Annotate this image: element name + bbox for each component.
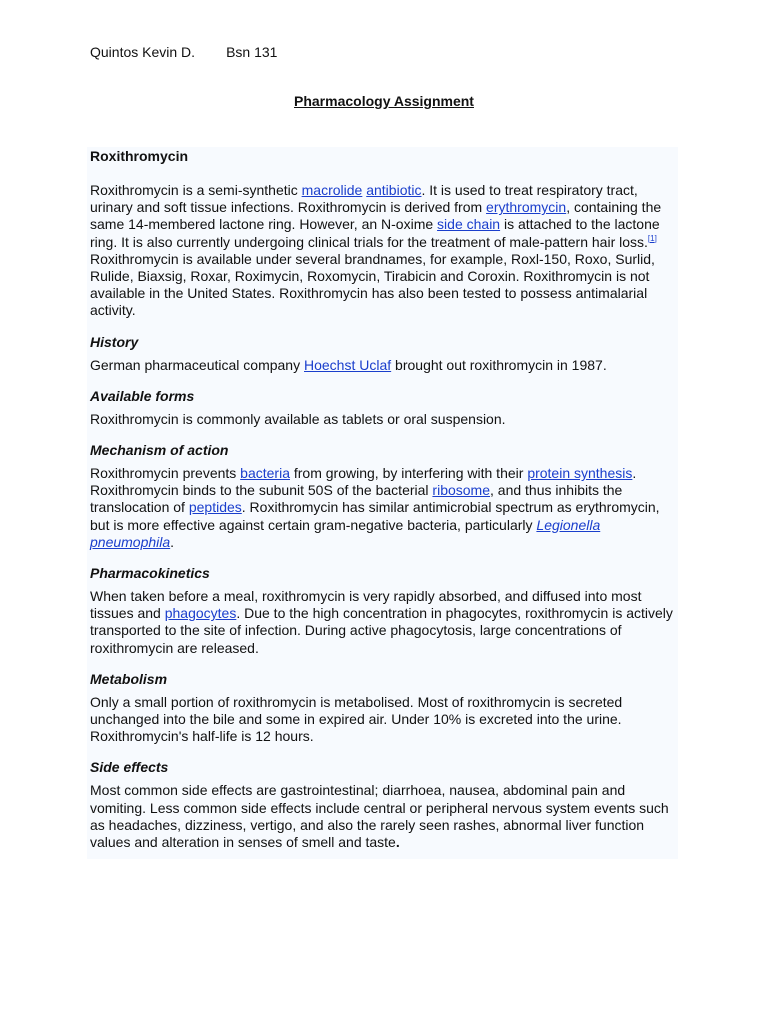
text-span: When taken before a meal, roxithromycin is very rapidly absorbed, and diffused into most tissues and bbox=[90, 588, 642, 622]
brandnames-paragraph: Roxithromycin is available under several brandnames, for example, Roxl-150, Roxo, Surlid, Rulide, Biaxsig, Roxar, Roximycin, Roxomycin, Tirabicin and Coroxin. Roxithromycin is not available in the United States. Roxithromycin has also been tested to possess antimalarial activity. bbox=[90, 250, 655, 319]
author-name: Quintos Kevin D. bbox=[90, 44, 196, 60]
text-span: , and thus inhibits the translocation of bbox=[90, 482, 623, 516]
author-line bbox=[90, 44, 277, 60]
text-span: . Roxithromycin has similar antimicrobial spectrum as erythromycin, but is more effective against certain gram-negative bacteria, particularly bbox=[90, 499, 660, 533]
link-ribosome[interactable]: ribosome bbox=[432, 482, 491, 499]
link-macrolide[interactable]: macrolide bbox=[301, 182, 363, 198]
text-span: Roxithromycin prevents bbox=[90, 465, 241, 482]
link-legionella[interactable]: Legionella pneumophila bbox=[90, 516, 601, 550]
reference-link[interactable]: [1] bbox=[647, 233, 657, 243]
mechanism-heading: Mechanism of action bbox=[90, 442, 229, 459]
text-span: German pharmaceutical company bbox=[90, 356, 304, 373]
pharmacokinetics-paragraph bbox=[90, 588, 675, 657]
link-bacteria[interactable]: bacteria bbox=[240, 465, 290, 482]
link-erythromycin[interactable]: erythromycin bbox=[486, 199, 567, 216]
intro-paragraph bbox=[90, 182, 675, 251]
text-span: . Due to the high concentration in phagocytes, roxithromycin is actively transported to the site of infection. During active phagocytosis, large concentrations of roxithromycin are released. bbox=[90, 605, 673, 656]
drug-title: Roxithromycin bbox=[90, 148, 189, 164]
forms-paragraph: Roxithromycin is commonly available as tablets or oral suspension. bbox=[90, 410, 506, 427]
text-span: . bbox=[395, 834, 400, 851]
history-paragraph bbox=[90, 357, 675, 374]
text-span: Most common side effects are gastrointestinal; diarrhoea, nausea, abdominal pain and vomiting. Less common side effects include central or peripheral nervous system events such as headaches, dizziness, vertigo, and also the rarely seen rashes, abnormal liver function values and alteration in senses of smell and taste bbox=[90, 782, 669, 851]
link-side-chain[interactable]: side chain bbox=[437, 216, 501, 233]
document-title: Pharmacology Assignment bbox=[294, 93, 474, 109]
metabolism-paragraph: Only a small portion of roxithromycin is metabolised. Most of roxithromycin is secreted unchanged into the bile and some in expired air. Under 10% is excreted into the urine. Roxithromycin's half-life is 12 hours. bbox=[90, 693, 623, 745]
pharmacokinetics-heading: Pharmacokinetics bbox=[90, 565, 210, 582]
side-effects-heading: Side effects bbox=[90, 759, 169, 776]
metabolism-heading: Metabolism bbox=[90, 670, 168, 687]
text-span: brought out roxithromycin in 1987. bbox=[391, 356, 607, 373]
text-span: , containing the same 14-membered lactone ring. However, an N-oxime bbox=[90, 199, 662, 233]
text-span: . It is used to treat respiratory tract, urinary and soft tissue infections. Roxithromycin is derived from bbox=[90, 182, 638, 216]
link-hoechst-uclaf[interactable]: Hoechst Uclaf bbox=[304, 356, 392, 373]
article-body bbox=[87, 147, 678, 859]
history-heading: History bbox=[90, 333, 139, 350]
link-antibiotic[interactable]: antibiotic bbox=[366, 182, 422, 198]
link-protein-synthesis[interactable]: protein synthesis bbox=[527, 465, 633, 482]
forms-heading: Available forms bbox=[90, 387, 195, 404]
course-code: Bsn 131 bbox=[226, 44, 278, 60]
text-span: . bbox=[170, 533, 175, 550]
text-span: is attached to the lactone ring. It is also currently undergoing clinical trials for the treatment of male-pattern hair loss. bbox=[90, 216, 660, 250]
text-span: Roxithromycin is a semi-synthetic bbox=[90, 182, 302, 198]
link-phagocytes[interactable]: phagocytes bbox=[164, 605, 237, 622]
text-span: . Roxithromycin binds to the subunit 50S of the bacterial bbox=[90, 465, 637, 499]
link-peptides[interactable]: peptides bbox=[188, 499, 242, 516]
side-effects-paragraph bbox=[90, 782, 675, 851]
text-span: from growing, by interfering with their bbox=[289, 465, 528, 482]
mechanism-paragraph bbox=[90, 465, 675, 551]
